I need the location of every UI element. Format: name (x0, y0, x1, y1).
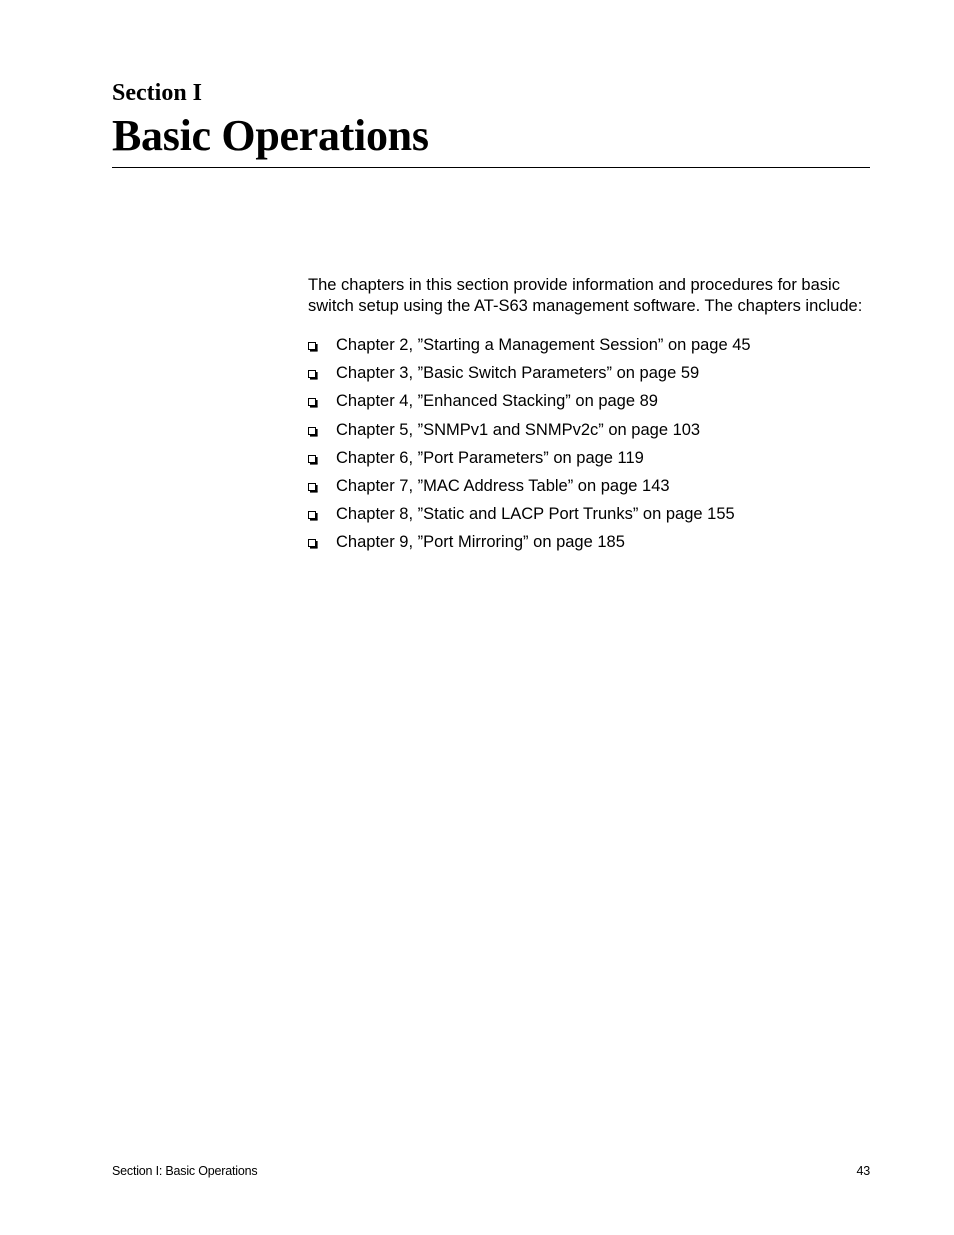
checkbox-square-icon (308, 509, 318, 521)
checkbox-square-icon (308, 453, 318, 465)
list-item (308, 418, 870, 446)
page-title: Basic Operations (112, 111, 429, 160)
list-item (308, 502, 870, 530)
list-item (308, 389, 870, 417)
checkbox-square-icon (308, 340, 318, 352)
chapter-link-text[interactable]: Chapter 7, ”MAC Address Table” on page 143 (336, 476, 670, 495)
chapter-link-text[interactable]: Chapter 2, ”Starting a Management Session” on page 45 (336, 336, 751, 354)
checkbox-square-icon (308, 537, 318, 549)
chapter-link-text[interactable]: Chapter 3, ”Basic Switch Parameters” on page 59 (336, 364, 700, 383)
list-item (308, 474, 870, 502)
list-item (308, 333, 870, 361)
chapter-link-text[interactable]: Chapter 4, ”Enhanced Stacking” on page 89 (336, 392, 658, 411)
section-content (308, 275, 870, 559)
checkbox-square-icon (308, 481, 318, 493)
title-divider (112, 167, 870, 168)
chapter-link-text[interactable]: Chapter 6, ”Port Parameters” on page 119 (336, 448, 644, 467)
list-item (308, 446, 870, 474)
chapter-list (308, 333, 870, 559)
list-item (308, 361, 870, 389)
chapter-link-text[interactable]: Chapter 8, ”Static and LACP Port Trunks” on page 155 (336, 505, 735, 524)
chapter-link-text[interactable]: Chapter 5, ”SNMPv1 and SNMPv2c” on page 103 (336, 420, 701, 439)
checkbox-square-icon (308, 368, 318, 380)
checkbox-square-icon (308, 396, 318, 408)
list-item (308, 530, 870, 558)
footer-section-title: Section I: Basic Operations (112, 1164, 258, 1178)
intro-paragraph: The chapters in this section provide information and procedures for basic switch setup using the AT-S63 management software. The chapters include: (308, 276, 863, 315)
footer-page-number: 43 (856, 1164, 870, 1178)
chapter-link-text[interactable]: Chapter 9, ”Port Mirroring” on page 185 (336, 533, 625, 552)
checkbox-square-icon (308, 425, 318, 437)
section-label: Section I (112, 80, 202, 106)
